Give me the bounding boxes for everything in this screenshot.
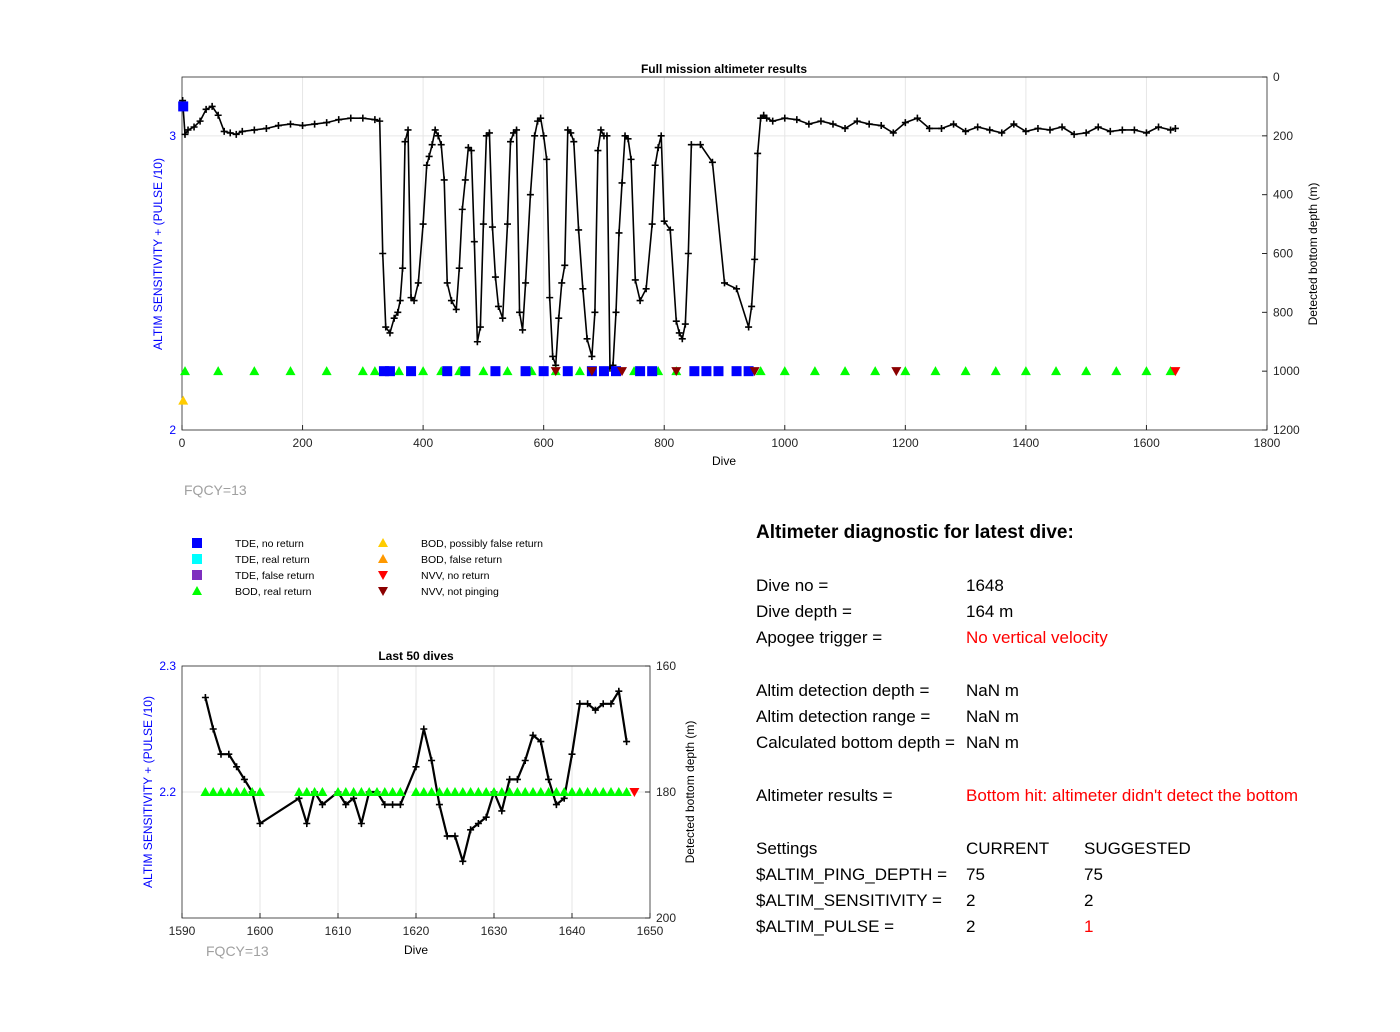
legend-label: TDE, false return (235, 570, 315, 582)
main-chart (0, 0, 1400, 480)
depth-point (549, 353, 556, 360)
depth-point (588, 353, 595, 360)
depth-point (751, 256, 758, 263)
settings-header-current: CURRENT (966, 839, 1050, 858)
depth-point (950, 121, 957, 128)
depth-point (1059, 124, 1066, 131)
depth-point (745, 324, 752, 331)
altim-marker (286, 366, 296, 375)
depth-point (519, 326, 526, 333)
y-right-tick-label: 1200 (1273, 423, 1300, 437)
setting-current: 2 (966, 917, 976, 936)
y-left-tick-label: 2.2 (159, 785, 176, 799)
depth-point (420, 726, 427, 733)
altim-marker (358, 366, 368, 375)
diagnostic-title: Altimeter diagnostic for latest dive: (756, 522, 1074, 543)
altim-marker (178, 396, 188, 405)
depth-point (456, 265, 463, 272)
main-xlabel: Dive (711, 454, 737, 468)
depth-point (323, 119, 330, 126)
depth-point (655, 144, 662, 151)
depth-point (444, 279, 451, 286)
depth-point (769, 118, 776, 125)
depth-point (652, 162, 659, 169)
y-left-tick-label: 3 (169, 128, 176, 143)
y-right-tick-label: 200 (1273, 128, 1294, 143)
depth-point (569, 751, 576, 758)
depth-point (938, 125, 945, 132)
altim-marker (891, 367, 901, 376)
depth-point (448, 297, 455, 304)
depth-point (570, 138, 577, 145)
main-chart-title: Full mission altimeter results (640, 62, 808, 76)
depth-point (452, 833, 459, 840)
altim-marker (1021, 366, 1031, 375)
diag-value: 1648 (966, 576, 1004, 595)
depth-point (514, 776, 521, 783)
small-xlabel: Dive (403, 943, 429, 957)
depth-point (444, 833, 451, 840)
depth-point (685, 250, 692, 257)
altim-marker (178, 101, 188, 111)
depth-point (545, 776, 552, 783)
x-tick-label: 1000 (771, 436, 799, 450)
depth-point (275, 122, 282, 129)
altim-marker (180, 366, 190, 375)
altim-marker (810, 366, 820, 375)
legend-label: TDE, no return (235, 538, 304, 550)
depth-point (506, 776, 513, 783)
legend-label: NVV, no return (421, 570, 490, 582)
depth-point (415, 279, 422, 286)
depth-point (584, 335, 591, 342)
depth-point (423, 162, 430, 169)
depth-point (546, 294, 553, 301)
depth-point (616, 229, 623, 236)
x-tick-label: 0 (178, 436, 186, 450)
depth-point (1047, 126, 1054, 133)
depth-point (1107, 128, 1114, 135)
altim-marker (991, 366, 1001, 375)
legend-marker (192, 570, 202, 580)
altim-marker (599, 366, 609, 376)
depth-point (623, 738, 630, 745)
depth-point (394, 309, 401, 316)
last-50-chart (0, 640, 720, 970)
diag-label: Dive depth = (756, 602, 852, 621)
x-tick-label: 200 (292, 436, 313, 450)
altim-marker (370, 366, 380, 375)
depth-point (499, 315, 506, 322)
depth-point (389, 801, 396, 808)
y-left-tick-label: 2.3 (159, 659, 176, 673)
altim-marker (635, 366, 645, 376)
y-right-tick-label: 160 (656, 659, 677, 673)
x-tick-label: 1800 (1253, 436, 1281, 450)
x-tick-label: 1600 (246, 924, 274, 938)
setting-current: 75 (966, 865, 985, 884)
depth-point (498, 807, 505, 814)
depth-point (974, 124, 981, 131)
altim-marker (322, 366, 332, 375)
altim-marker (780, 366, 790, 375)
diag-value-alert: No vertical velocity (966, 628, 1108, 647)
settings-header-label: Settings (756, 839, 818, 858)
depth-point (628, 156, 635, 163)
legend-marker (378, 571, 388, 580)
depth-point (251, 126, 258, 133)
altim-marker (539, 366, 549, 376)
legend-marker (378, 587, 388, 596)
x-tick-label: 1610 (324, 924, 352, 938)
altim-marker (575, 366, 585, 375)
depth-point (453, 306, 460, 313)
depth-point (962, 128, 969, 135)
depth-point (287, 121, 294, 128)
depth-point (397, 297, 404, 304)
depth-point (1167, 126, 1174, 133)
depth-point (413, 763, 420, 770)
depth-point (438, 141, 445, 148)
setting-suggested-alert: 1 (1084, 917, 1094, 936)
altim-marker (478, 366, 488, 375)
y-right-tick-label: 800 (1273, 305, 1294, 320)
depth-point (866, 121, 873, 128)
depth-point (239, 128, 246, 135)
x-tick-label: 800 (654, 436, 675, 450)
depth-point (1071, 131, 1078, 138)
depth-point (1131, 126, 1138, 133)
legend-marker (192, 586, 202, 595)
depth-point (540, 132, 547, 139)
diag-label: Altim detection range = (756, 707, 931, 726)
main-ylabel-left: ALTIM SENSITIVITY + (PULSE /10) (151, 158, 165, 350)
depth-point (613, 309, 620, 316)
depth-point (721, 279, 728, 286)
depth-point (591, 309, 598, 316)
altim-marker (701, 366, 711, 376)
y-right-tick-label: 1000 (1273, 364, 1300, 379)
depth-point (576, 700, 583, 707)
setting-label: $ALTIM_PULSE = (756, 917, 895, 936)
depth-point (986, 126, 993, 133)
setting-label: $ALTIM_PING_DEPTH = (756, 865, 947, 884)
depth-point (579, 285, 586, 292)
depth-point (202, 694, 209, 701)
depth-point (527, 191, 534, 198)
depth-point (594, 147, 601, 154)
y-right-tick-label: 400 (1273, 187, 1294, 202)
depth-point (733, 285, 740, 292)
depth-point (359, 115, 366, 122)
depth-point (805, 121, 812, 128)
altim-marker (418, 366, 428, 375)
depth-point (1022, 128, 1029, 135)
depth-point (429, 141, 436, 148)
depth-point (379, 250, 386, 257)
altim-marker (394, 366, 404, 375)
depth-point (441, 176, 448, 183)
altim-marker (930, 366, 940, 375)
depth-point (347, 115, 354, 122)
depth-point (218, 751, 225, 758)
depth-point (335, 116, 342, 123)
x-tick-label: 1620 (402, 924, 430, 938)
depth-point (221, 128, 228, 135)
altim-marker (1111, 366, 1121, 375)
depth-point (781, 115, 788, 122)
altim-marker (503, 366, 513, 375)
depth-point (480, 221, 487, 228)
depth-point (1095, 124, 1102, 131)
depth-point (492, 274, 499, 281)
depth-point (203, 106, 210, 113)
depth-point (748, 303, 755, 310)
diag-label: Apogee trigger = (756, 628, 883, 647)
depth-point (471, 238, 478, 245)
depth-point (649, 221, 656, 228)
altim-marker (442, 366, 452, 376)
depth-point (405, 126, 412, 133)
depth-point (210, 726, 217, 733)
x-tick-label: 1630 (480, 924, 508, 938)
depth-point (754, 150, 761, 157)
legend (185, 535, 585, 605)
y-right-tick-label: 600 (1273, 246, 1294, 261)
legend-label: TDE, real return (235, 554, 310, 566)
depth-point (504, 221, 511, 228)
depth-point (878, 122, 885, 129)
depth-point (358, 820, 365, 827)
depth-point (682, 321, 689, 328)
y-right-tick-label: 200 (656, 911, 677, 925)
depth-point (854, 118, 861, 125)
altim-marker (521, 366, 531, 376)
depth-point (1172, 125, 1179, 132)
y-left-tick-label: 2 (169, 423, 176, 437)
legend-marker (192, 538, 202, 548)
depth-point (658, 132, 665, 139)
legend-marker (192, 554, 202, 564)
depth-point (391, 315, 398, 322)
altim-marker (460, 366, 470, 376)
setting-suggested: 2 (1084, 891, 1094, 910)
altim-marker (689, 366, 699, 376)
altim-marker (406, 366, 416, 376)
x-tick-label: 1400 (1012, 436, 1040, 450)
diag-value: 164 m (966, 602, 1014, 621)
x-tick-label: 1200 (891, 436, 919, 450)
depth-point (507, 138, 514, 145)
depth-point (575, 226, 582, 233)
setting-label: $ALTIM_SENSITIVITY = (756, 891, 942, 910)
depth-point (688, 141, 695, 148)
depth-point (397, 801, 404, 808)
altim-marker (713, 366, 723, 376)
depth-point (1155, 124, 1162, 131)
depth-point (637, 297, 644, 304)
main-fqcy-label: FQCY=13 (184, 482, 247, 498)
depth-point (561, 262, 568, 269)
diag-label: Altimeter results = (756, 786, 893, 805)
depth-series-line (183, 101, 1176, 369)
depth-point (420, 221, 427, 228)
depth-point (522, 757, 529, 764)
x-tick-label: 400 (413, 436, 434, 450)
altim-marker (490, 366, 500, 376)
legend-label: BOD, possibly false return (421, 538, 543, 550)
main-ylabel-right: Detected bottom depth (m) (1306, 182, 1320, 326)
x-tick-label: 1640 (558, 924, 586, 938)
altim-marker (840, 366, 850, 375)
depth-point (311, 121, 318, 128)
depth-point (462, 176, 469, 183)
depth-point (376, 118, 383, 125)
altim-marker (647, 366, 657, 376)
depth-point (399, 265, 406, 272)
depth-point (1034, 125, 1041, 132)
x-tick-label: 1590 (168, 924, 196, 938)
small-fqcy-label: FQCY=13 (206, 943, 269, 959)
depth-point (436, 801, 443, 808)
depth-point (842, 125, 849, 132)
depth-point (643, 285, 650, 292)
depth-point (543, 156, 550, 163)
depth-point (619, 179, 626, 186)
depth-point (531, 132, 538, 139)
legend-marker (378, 554, 388, 563)
legend-label: NVV, not pinging (421, 586, 499, 598)
altim-marker (1141, 366, 1151, 375)
depth-point (428, 757, 435, 764)
legend-label: BOD, false return (421, 554, 503, 566)
small-chart-title: Last 50 dives (378, 649, 454, 663)
diag-label: Calculated bottom depth = (756, 733, 955, 752)
x-tick-label: 1600 (1133, 436, 1160, 450)
diag-value: NaN m (966, 707, 1019, 726)
settings-header-suggested: SUGGESTED (1084, 839, 1191, 858)
altim-marker (385, 366, 395, 376)
altim-marker (1081, 366, 1091, 375)
setting-current: 2 (966, 891, 976, 910)
depth-point (371, 116, 378, 123)
depth-point (299, 122, 306, 129)
depth-point (522, 279, 529, 286)
diag-value: NaN m (966, 733, 1019, 752)
depth-point (830, 121, 837, 128)
depth-point (477, 324, 484, 331)
altim-marker (900, 366, 910, 375)
setting-suggested: 75 (1084, 865, 1103, 884)
depth-point (474, 338, 481, 345)
legend-marker (378, 538, 388, 547)
altim-marker (249, 366, 259, 375)
altim-marker (870, 366, 880, 375)
small-ylabel-left: ALTIM SENSITIVITY + (PULSE /10) (141, 696, 155, 888)
depth-point (555, 315, 562, 322)
small-ylabel-right: Detected bottom depth (m) (683, 720, 697, 864)
diag-label: Dive no = (756, 576, 829, 595)
depth-point (516, 309, 523, 316)
altim-marker (563, 366, 573, 376)
depth-point (263, 125, 270, 132)
y-right-tick-label: 180 (656, 785, 677, 799)
altim-marker (213, 366, 223, 375)
depth-point (459, 858, 466, 865)
x-tick-label: 600 (533, 436, 554, 450)
depth-point (632, 276, 639, 283)
depth-point (673, 318, 680, 325)
altim-marker (1051, 366, 1061, 375)
diag-label: Altim detection depth = (756, 681, 930, 700)
depth-point (426, 153, 433, 160)
y-right-tick-label: 0 (1273, 70, 1280, 84)
depth-point (303, 820, 310, 827)
depth-point (817, 118, 824, 125)
depth-point (233, 131, 240, 138)
diag-value: NaN m (966, 681, 1019, 700)
altim-marker (732, 366, 742, 376)
depth-point (558, 279, 565, 286)
depth-point (1119, 126, 1126, 133)
x-tick-label: 1650 (636, 924, 664, 938)
depth-point (459, 206, 466, 213)
depth-point (793, 116, 800, 123)
depth-point (489, 224, 496, 231)
depth-point (495, 303, 502, 310)
diag-value-alert: Bottom hit: altimeter didn't detect the bottom (966, 786, 1299, 805)
altim-marker (961, 366, 971, 375)
legend-label: BOD, real return (235, 586, 312, 598)
